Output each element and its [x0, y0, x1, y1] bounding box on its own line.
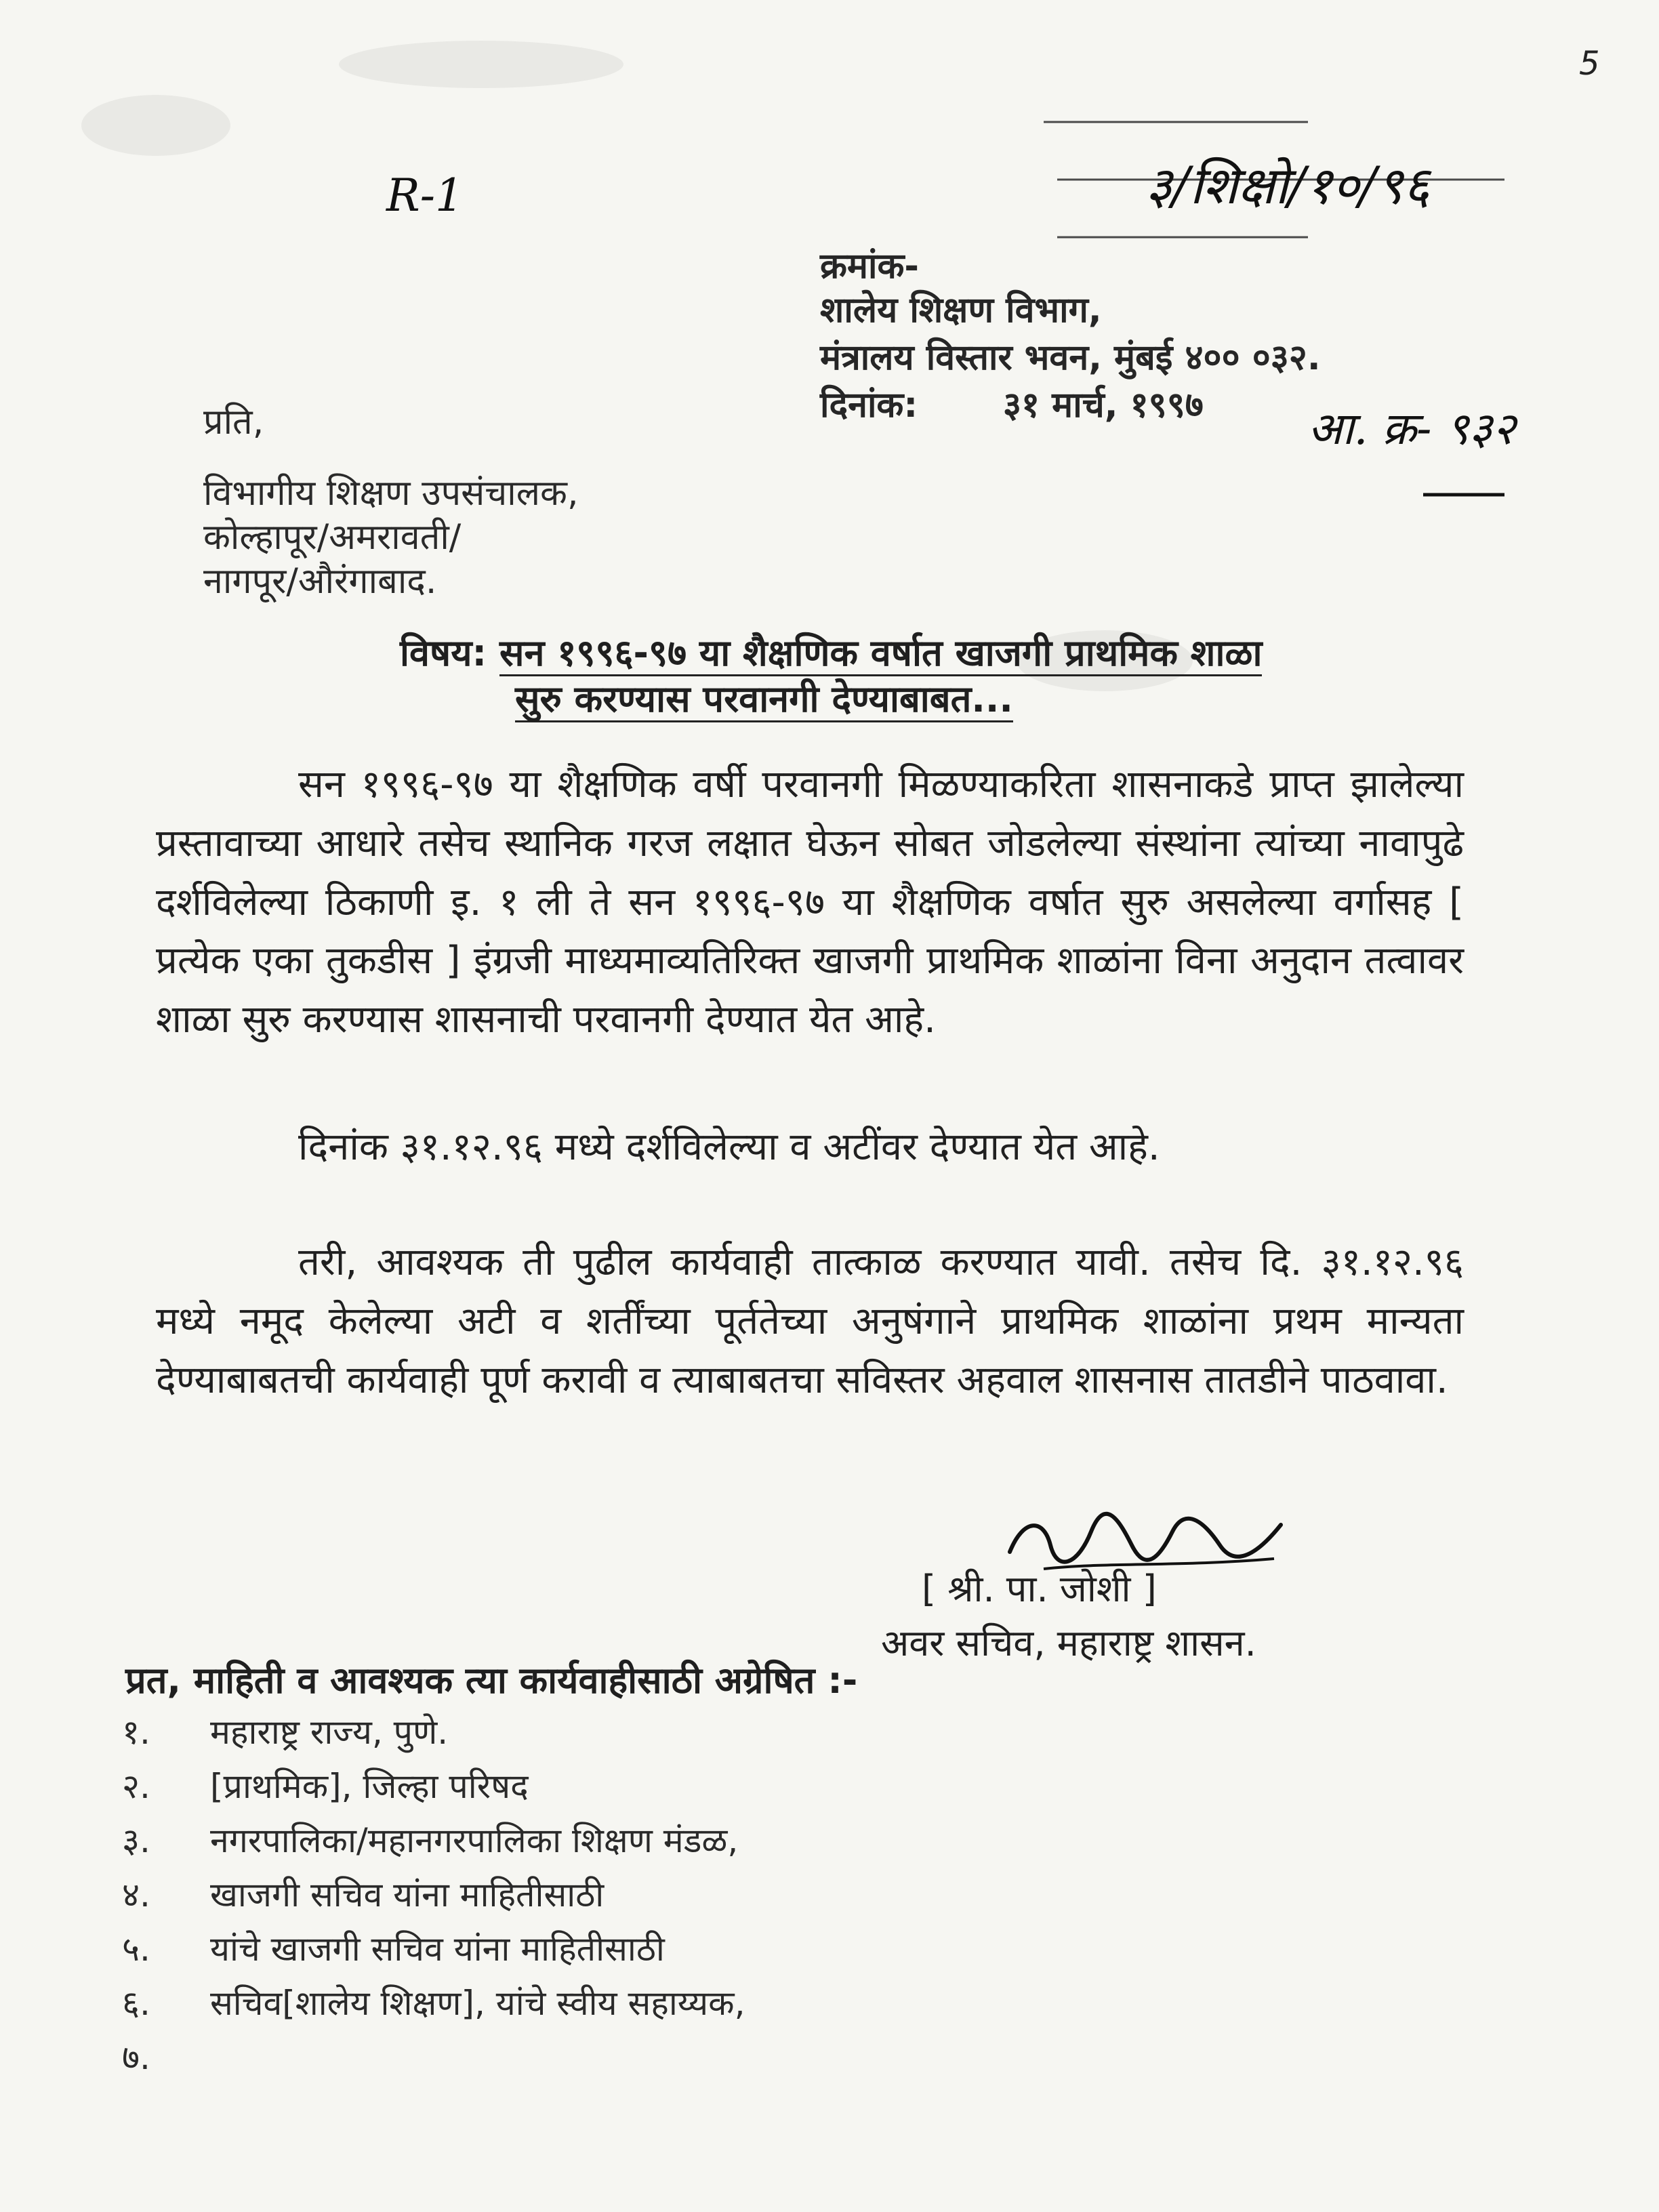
- inward-number: आ. क्र- ९३२: [1308, 403, 1516, 455]
- signatory-name: [ श्री. पा. जोशी ]: [922, 1568, 1157, 1610]
- list-item-text: नगरपालिका/महानगरपालिका शिक्षण मंडळ,: [210, 1821, 739, 1860]
- list-item-text: महाराष्ट्र राज्य, पुणे.: [210, 1713, 449, 1752]
- header-date-label: दिनांक:: [820, 385, 918, 426]
- subject-text-1: सन १९९६-९७ या शैक्षणिक वर्षात खाजगी प्राथमिक शाळा: [499, 632, 1263, 676]
- underline-mark: [1423, 488, 1504, 501]
- copy-to-heading: प्रत, माहिती व आवश्यक त्या कार्यवाहीसाठी अग्रेषित :-: [125, 1659, 858, 1702]
- list-item-number: ६.: [122, 1984, 150, 2023]
- list-item-text: [प्राथमिक], जिल्हा परिषद: [210, 1767, 529, 1806]
- body-paragraph-3: तरी, आवश्यक ती पुढील कार्यवाही तात्काळ करण्यात यावी. तसेच दि. ३१.१२.९६ मध्ये नमूद केलेल्या अटी व शर्तींच्या पूर्ततेच्या अनुषंगाने प्राथमिक शाळांना प्रथम मान्यता देण्याबाबतची कार्यवाही पूर्ण करावी व त्याबाबतचा सविस्तर अहवाल शासनास तातडीने पाठवावा.: [156, 1240, 1464, 1402]
- subject-line-1: [400, 630, 1416, 676]
- subject-text-2: सुरु करण्यास परवानगी देण्याबाबत...: [515, 678, 1013, 722]
- list-item-number: १.: [122, 1713, 150, 1752]
- addressee-prati: प्रति,: [203, 402, 264, 443]
- subject-block: [400, 630, 1416, 722]
- list-item-number: २.: [122, 1767, 150, 1806]
- list-item-text: खाजगी सचिव यांना माहितीसाठी: [210, 1875, 605, 1914]
- list-item-text: यांचे खाजगी सचिव यांना माहितीसाठी: [210, 1929, 665, 1969]
- body-paragraph-2: दिनांक ३१.१२.९६ मध्ये दर्शविलेल्या व अटींवर देण्यात येत आहे.: [298, 1125, 1160, 1169]
- list-item-number: ७.: [122, 2038, 150, 2077]
- signatory-title: अवर सचिव, महाराष्ट्र शासन.: [881, 1622, 1256, 1664]
- list-item-number: ४.: [122, 1875, 150, 1914]
- body-paragraph-1: सन १९९६-९७ या शैक्षणिक वर्षी परवानगी मिळण्याकरिता शासनाकडे प्राप्त झालेल्या प्रस्तावाच्या आधारे तसेच स्थानिक गरज लक्षात घेऊन सोबत जोडलेल्या संस्थांना त्यांच्या नावापुढे दर्शविलेल्या ठिकाणी इ. १ ली ते सन १९९६-९७ या शैक्षणिक वर्षात सुरु असलेल्या वर्गासह [ प्रत्येक एका तुकडीस ] इंग्रजी माध्यमाव्यतिरिक्त खाजगी प्राथमिक शाळांना विना अनुदान तत्वावर शाळा सुरु करण्यास शासनाची परवानगी देण्यात येत आहे.: [156, 762, 1464, 1042]
- list-item-number: ३.: [122, 1821, 150, 1860]
- subject-label: विषय:: [400, 632, 487, 674]
- header-line-2: शालेय शिक्षण विभाग,: [820, 290, 1102, 331]
- list-item-number: ५.: [122, 1929, 150, 1969]
- header-line-3: मंत्रालय विस्तार भवन, मुंबई ४०० ०३२.: [820, 337, 1321, 378]
- addressee-line-2: कोल्हापूर/अमरावती/: [203, 517, 462, 558]
- list-item-text: सचिव[शालेय शिक्षण], यांचे स्वीय सहाय्यक,: [210, 1984, 745, 2023]
- subject-line-2: [400, 676, 1416, 722]
- header-date-value: ३१ मार्च, १९९७: [1003, 385, 1204, 426]
- scan-smudge: [81, 95, 230, 156]
- stamp-number: ३/शिक्षो/१०/९६: [1145, 155, 1430, 216]
- addressee-line-1: विभागीय शिक्षण उपसंचालक,: [203, 473, 579, 514]
- reference-code: R-1: [386, 169, 464, 222]
- office-stamp: [1017, 54, 1532, 278]
- scan-smudge: [339, 41, 623, 88]
- addressee-line-3: नागपूर/औरंगाबाद.: [203, 561, 437, 602]
- header-line-1: क्रमांक-: [820, 246, 920, 287]
- page-number: 5: [1579, 45, 1600, 83]
